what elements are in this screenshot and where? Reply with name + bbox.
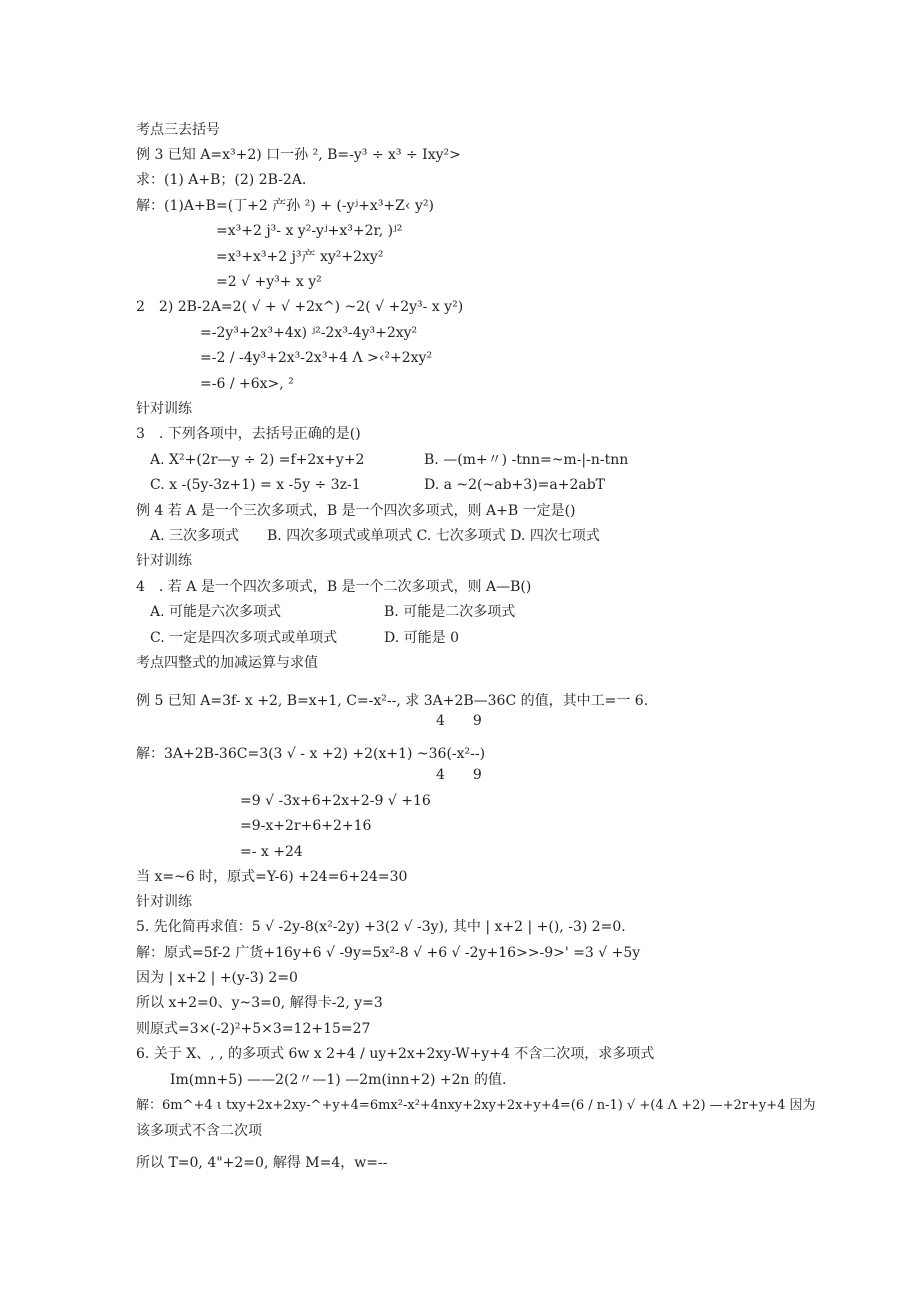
option-c: C. x -(5y-3z+1) = x -5y ÷ 3z-1 [150,477,361,493]
solution-line: 解：3A+2B-36C=3(3 √ - x +2) +2(x+1) ~36(-x²--) [136,746,486,762]
example-4-text: 例 4 若 A 是一个三次多项式，B 是一个四次多项式，则 A+B 一定是() [136,503,576,519]
option-a: A. X²+(2r—y ÷ 2) =f+2x+y+2 [150,452,365,468]
solution-line: 所以 T=0, 4"+2=0, 解得 M=4，w=-- [136,1155,388,1171]
question-text: 5. 先化简再求值：5 √ -2y-8(x²-2y) +3(2 √ -3y), 其中 | x+2 | +(), -3) 2=0. [136,919,626,935]
fraction-denominators: 4 9 [436,713,482,729]
solution-line: =-2 / -4y³+2x³-2x³+4 Λ >‹²+2xy² [200,350,433,366]
solution-line: 解：(1)A+B=(丁+2 产孙 ²) + (-yʲ+x³+Z‹ y²) [136,198,434,214]
example-5-text: 例 5 已知 A=3f- x +2, B=x+1, C=-x²--, 求 3A+2B—36C 的值，其中工=一 6. [136,693,649,709]
solution-line: 2 2) 2B-2A=2( √ + √ +2x^) ~2( √ +2y³- x y²) [136,299,464,315]
section-heading: 针对训练 [136,553,192,569]
solution-line: 所以 x+2=0、y~3=0, 解得卡-2, y=3 [136,995,383,1011]
solution-line: =2 √ +y³+ x y² [216,274,322,290]
solution-line: 因为 | x+2 | +(y-3) 2=0 [136,970,298,986]
section-heading: 考点三去括号 [136,122,220,138]
solution-line: =-6 / +6x>, ² [200,376,294,392]
solution-line: 该多项式不含二次项 [136,1123,262,1139]
section-heading: 针对训练 [136,401,192,417]
example-3-text: 例 3 已知 A=x³+2) 口一孙 ², B=-y³ ÷ x³ ÷ Ixy²> [136,147,461,163]
solution-line: =x³+2 j³- x y²-yʲ+x³+2r, )ʲ² [216,223,403,239]
solution-line: =9 √ -3x+6+2x+2-9 √ +16 [240,793,431,809]
example-3-question: 求：(1) A+B；(2) 2B-2A. [136,172,307,188]
question-text: 6. 关于 X、, , 的多项式 6w x 2+4 / uy+2x+2xy-W+y+4 不含二次项，求多项式 [136,1046,655,1062]
solution-line: =x³+x³+2 j³产 xy²+2xy² [216,249,384,265]
example-4-options: A. 三次多项式 B. 四次多项式或单项式 C. 七次多项式 D. 四次七项式 [150,528,600,544]
solution-line: =-2y³+2x³+4x) ʲ²-2x³-4y³+2xy² [200,325,418,341]
option-c: C. 一定是四次多项式或单项式 [150,630,338,646]
option-b: B. —(m+〃) -tnn=~m-|-n-tnn [424,452,629,468]
question-text: 4 . 若 A 是一个四次多项式，B 是一个二次多项式，则 A—B() [136,579,532,595]
solution-line: 则原式=3×(-2)²+5×3=12+15=27 [136,1021,371,1037]
section-heading: 考点四整式的加减运算与求值 [136,655,318,671]
fraction-denominators: 4 9 [436,767,482,783]
option-d: D. a ~2(~ab+3)=a+2abT [424,477,606,493]
solution-line: 解：原式=5f-2 广货+16y+6 √ -9y=5x²-8 √ +6 √ -2y+16>>-9>' =3 √ +5y [136,945,641,961]
option-b: B. 可能是二次多项式 [384,604,516,620]
solution-line: =- x +24 [240,844,303,860]
question-text: 3 . 下列各项中，去括号正确的是() [136,426,361,442]
question-text: Im(mn+5) ——2(2〃—1) —2m(inn+2) +2n 的值. [170,1072,507,1088]
solution-line: 当 x=~6 时，原式=Y-6) +24=6+24=30 [136,869,408,885]
solution-line: =9-x+2r+6+2+16 [240,818,372,834]
option-d: D. 可能是 0 [384,630,459,646]
solution-line: 解：6m^+4 ι txy+2x+2xy-^+y+4=6mx²-x²+4nxy+2xy+2x+y+4=(6 / n-1) √ +(4 Λ +2) —+2r+y+4 因为 [136,1098,816,1113]
section-heading: 针对训练 [136,894,192,910]
option-a: A. 可能是六次多项式 [150,604,282,620]
